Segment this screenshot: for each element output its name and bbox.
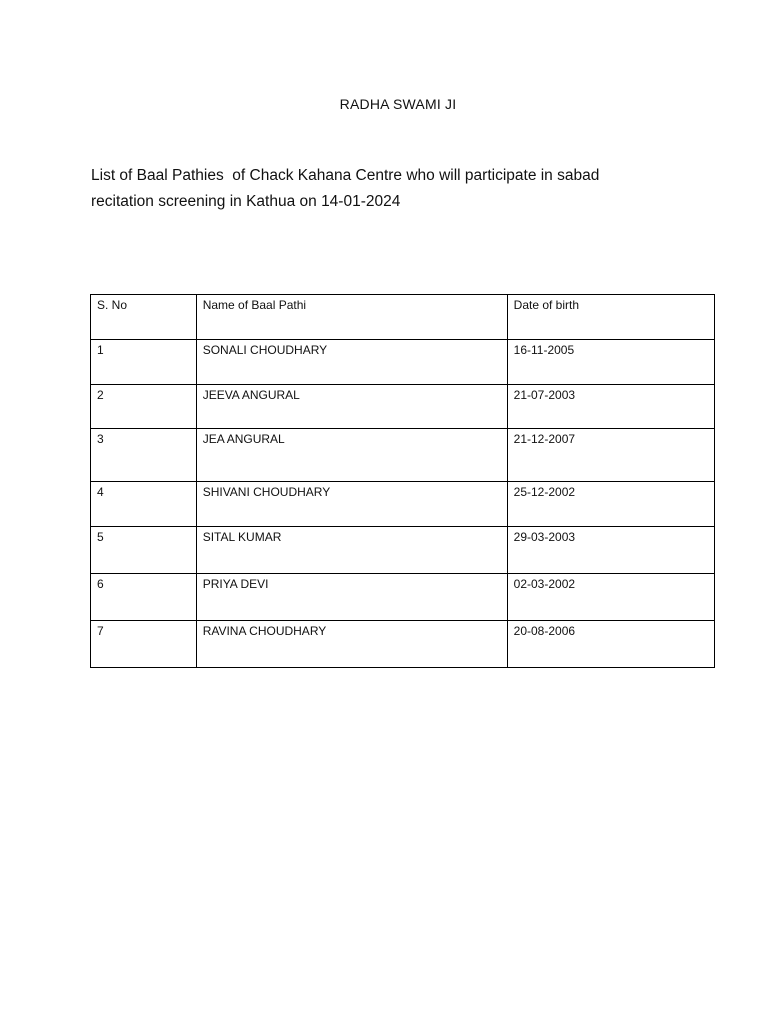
cell-name: SHIVANI CHOUDHARY: [196, 482, 507, 527]
table-row: [91, 527, 715, 574]
cell-sno: 6: [91, 574, 197, 621]
cell-dob: 25-12-2002: [507, 482, 714, 527]
table-row: [91, 340, 715, 385]
table-row: [91, 429, 715, 482]
intro-paragraph: [91, 163, 691, 215]
header-sno: S. No: [91, 295, 197, 340]
table-row: [91, 482, 715, 527]
table-row: [91, 385, 715, 429]
table-header-row: [91, 295, 715, 340]
page-heading: RADHA SWAMI JI: [339, 96, 457, 112]
cell-sno: 4: [91, 482, 197, 527]
cell-dob: 21-12-2007: [507, 429, 714, 482]
cell-name: SONALI CHOUDHARY: [196, 340, 507, 385]
cell-dob: 16-11-2005: [507, 340, 714, 385]
header-dob: Date of birth: [507, 295, 714, 340]
cell-name: PRIYA DEVI: [196, 574, 507, 621]
baal-pathi-table: [90, 294, 715, 668]
intro-line-1: List of Baal Pathies of Chack Kahana Centre who will participate in sabad: [91, 167, 600, 184]
cell-dob: 20-08-2006: [507, 621, 714, 668]
cell-sno: 5: [91, 527, 197, 574]
cell-name: JEA ANGURAL: [196, 429, 507, 482]
table-row: [91, 574, 715, 621]
cell-dob: 21-07-2003: [507, 385, 714, 429]
cell-sno: 7: [91, 621, 197, 668]
cell-name: JEEVA ANGURAL: [196, 385, 507, 429]
cell-sno: 3: [91, 429, 197, 482]
cell-name: RAVINA CHOUDHARY: [196, 621, 507, 668]
intro-line-2: recitation screening in Kathua on 14-01-2024: [91, 193, 401, 210]
cell-sno: 1: [91, 340, 197, 385]
cell-sno: 2: [91, 385, 197, 429]
cell-dob: 29-03-2003: [507, 527, 714, 574]
cell-name: SITAL KUMAR: [196, 527, 507, 574]
table-row: [91, 621, 715, 668]
cell-dob: 02-03-2002: [507, 574, 714, 621]
header-name: Name of Baal Pathi: [196, 295, 507, 340]
